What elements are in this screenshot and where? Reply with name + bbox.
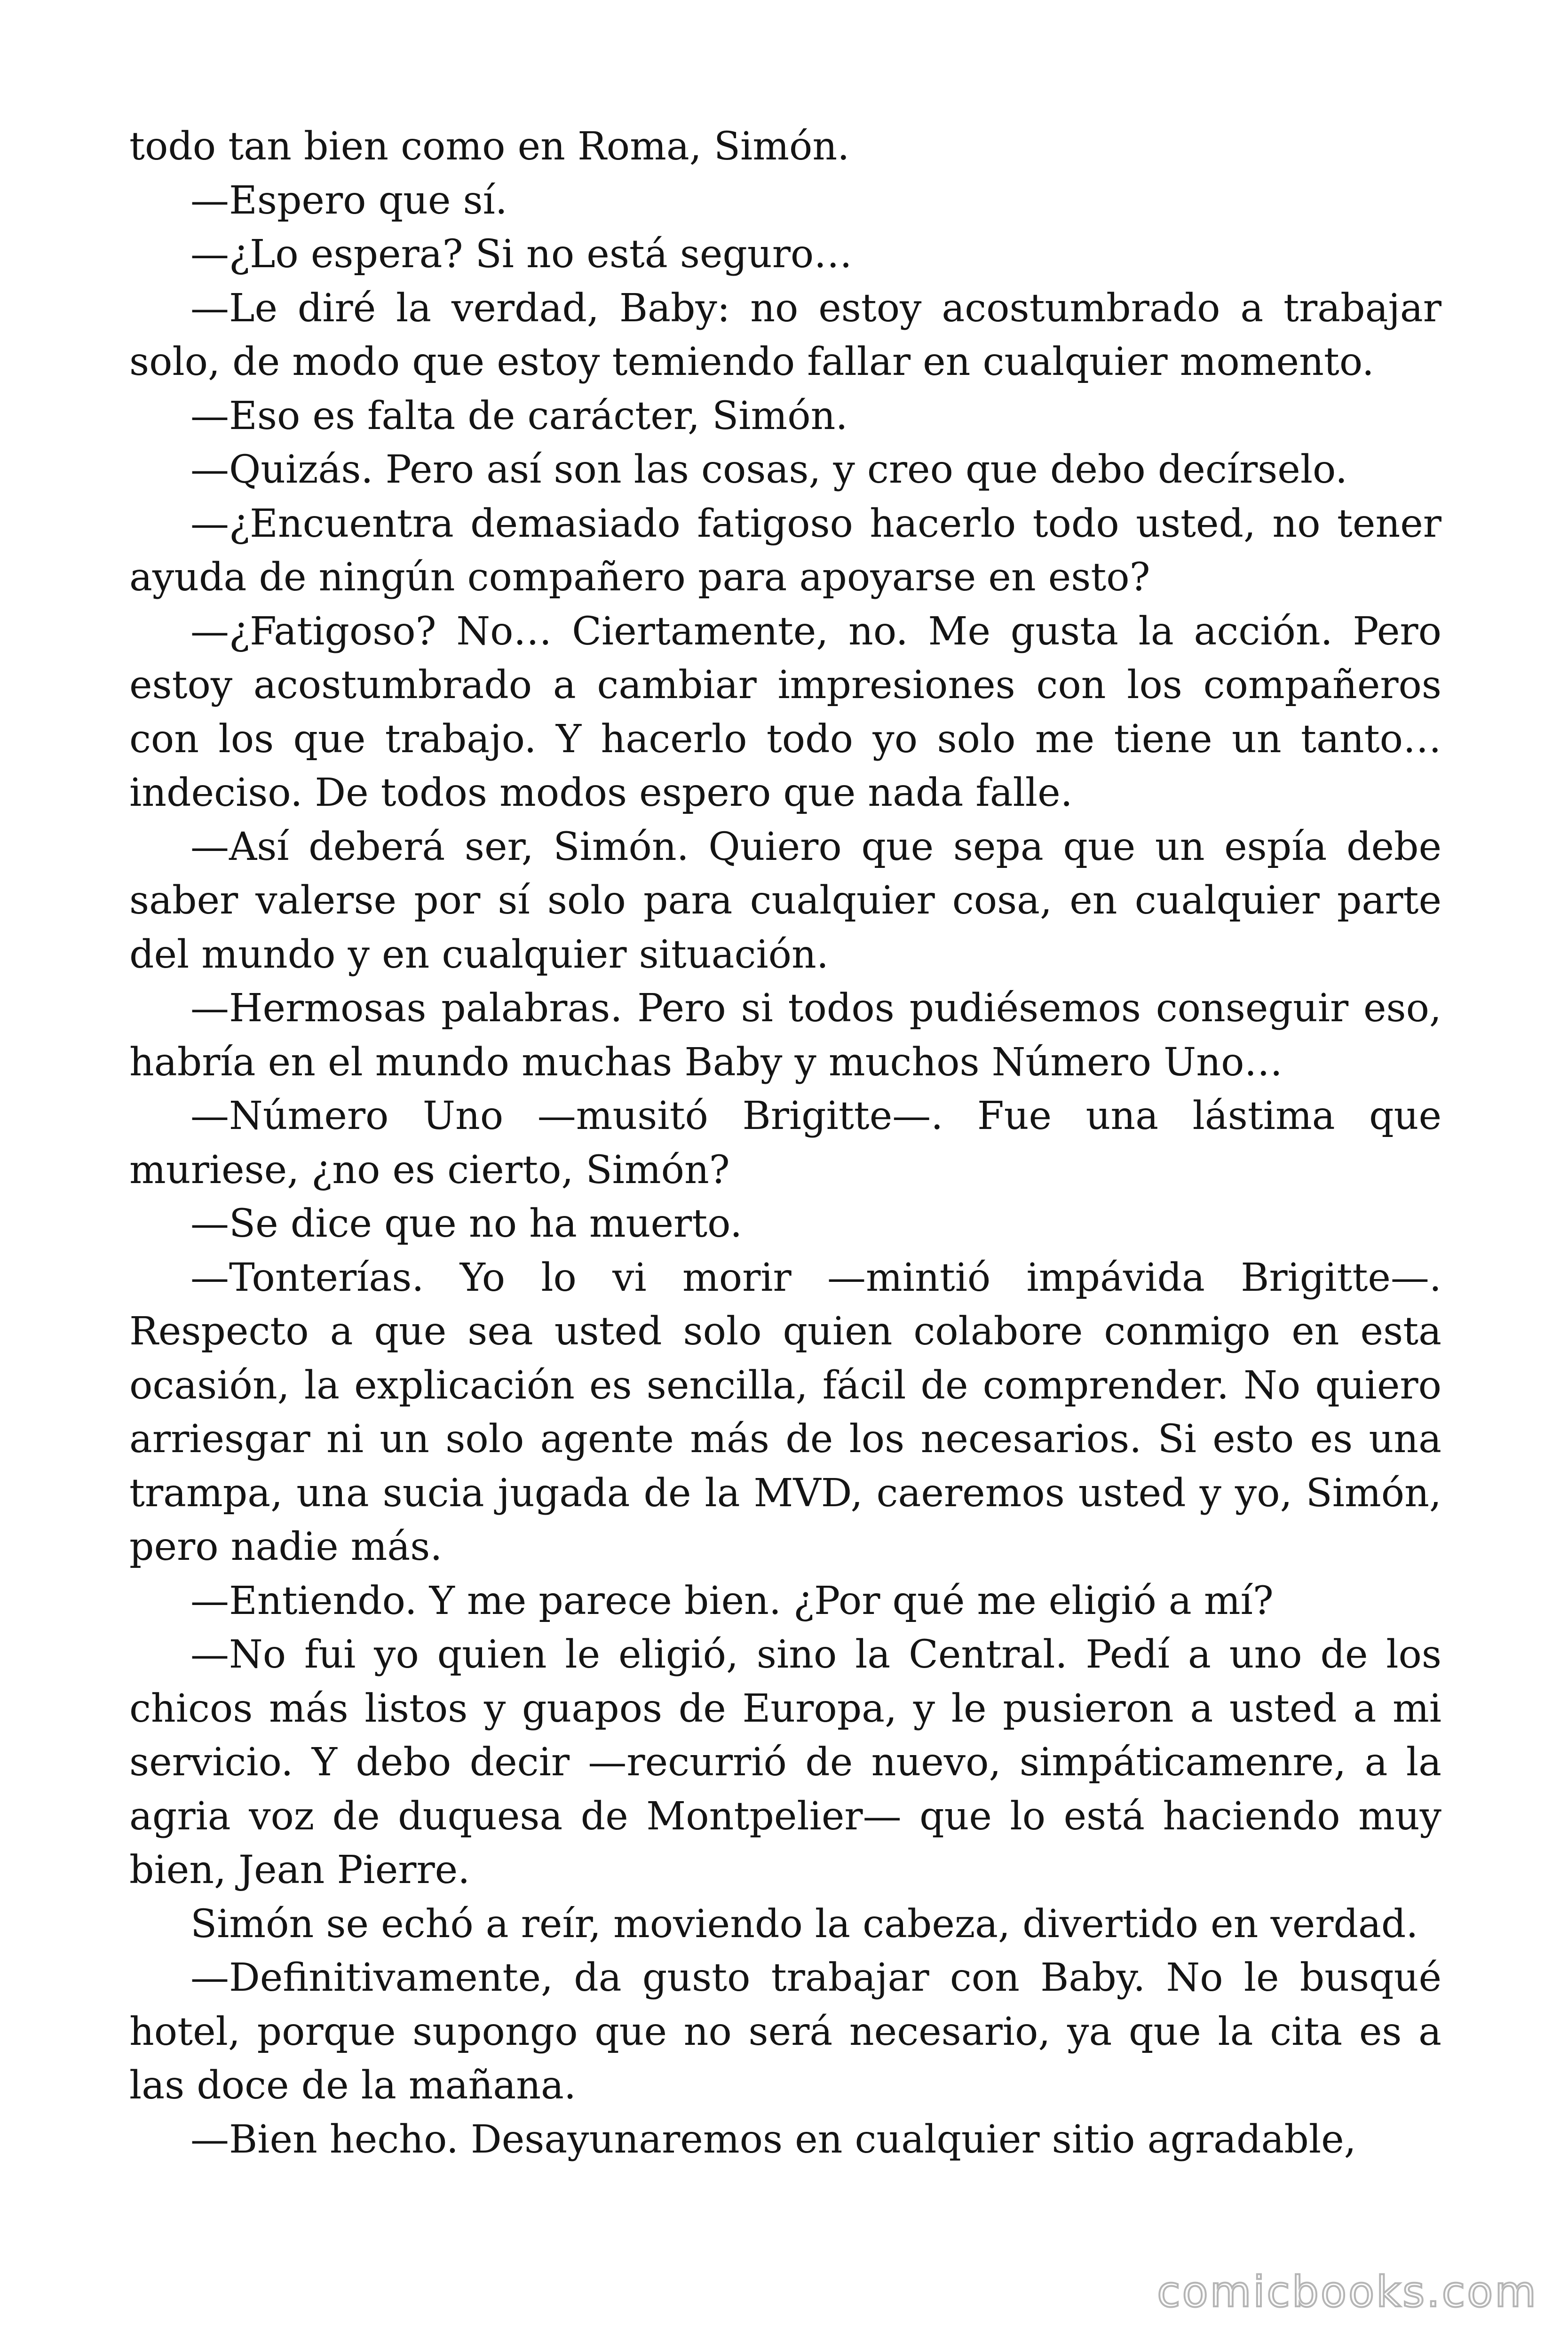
paragraph: —Espero que sí. [190,178,507,223]
paragraph: —Número Uno —musitó Brigitte—. Fue una lástima que muriese, ¿no es cierto, Simón? [129,1094,1441,1192]
paragraph: todo tan bien como en Roma, Simón. [129,124,850,169]
paragraph: —Se dice que no ha muerto. [190,1201,743,1246]
paragraph: —Hermosas palabras. Pero si todos pudiésemos conseguir eso, habría en el mundo muchas Baby y muchos Número Uno… [129,986,1441,1085]
paragraph: —Quizás. Pero así son las cosas, y creo que debo decírselo. [190,447,1348,492]
watermark: comicbooks.com [1157,2267,1538,2317]
paragraph: —¿Fatigoso? No… Ciertamente, no. Me gusta la acción. Pero estoy acostumbrado a cambiar impresiones con los compañeros con los que trabajo. Y hacerlo todo yo solo me tiene un tanto… indeciso. De todos modos espero que nada falle. [129,609,1441,815]
paragraph: —Entiendo. Y me parece bien. ¿Por qué me eligió a mí? [190,1578,1274,1623]
paragraph: —Definitivamente, da gusto trabajar con Baby. No le busqué hotel, porque supongo que no será necesario, ya que la cita es a las doce de la mañana. [129,1955,1441,2108]
paragraph: —Eso es falta de carácter, Simón. [190,393,848,438]
paragraph: —¿Encuentra demasiado fatigoso hacerlo todo usted, no tener ayuda de ningún compañero para apoyarse en esto? [129,501,1441,600]
paragraph: —Tonterías. Yo lo vi morir —mintió impávida Brigitte—. Respecto a que sea usted solo quien colabore conmigo en esta ocasión, la explicación es sencilla, fácil de comprender. No quiero arriesgar ni un solo agente más de los necesarios. Si esto es una trampa, una sucia jugada de la MVD, caeremos usted y yo, Simón, pero nadie más. [129,1255,1441,1569]
paragraph: —¿Lo espera? Si no está seguro… [190,232,853,277]
paragraph: —No fui yo quien le eligió, sino la Central. Pedí a uno de los chicos más listos y guapos de Europa, y le pusieron a usted a mi servicio. Y debo decir —recurrió de nuevo, simpáticamenre, a la agria voz de duquesa de Montpelier— que lo está haciendo muy bien, Jean Pierre. [129,1632,1441,1892]
paragraph: —Bien hecho. Desayunaremos en cualquier sitio agradable, [190,2117,1356,2162]
paragraph: —Así deberá ser, Simón. Quiero que sepa que un espía debe saber valerse por sí solo para cualquier cosa, en cualquier parte del mundo y en cualquier situación. [129,824,1441,977]
body-text [129,120,1441,2167]
paragraph: —Le diré la verdad, Baby: no estoy acostumbrado a trabajar solo, de modo que estoy temiendo fallar en cualquier momento. [129,286,1441,384]
paragraph: Simón se echó a reír, moviendo la cabeza, divertido en verdad. [190,1901,1418,1947]
